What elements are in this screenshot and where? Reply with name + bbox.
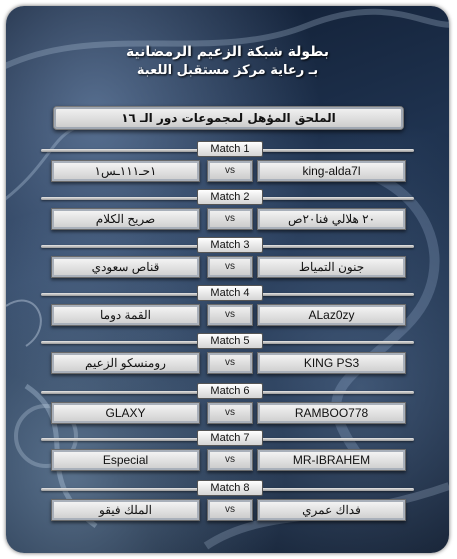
player-left: ١حـ١١١ـس١ [51,160,200,182]
tournament-card [6,6,449,553]
player-right: king-alda7l [257,160,406,182]
match-row [41,480,414,524]
vs-label: vs [207,304,253,326]
match-label: Match 6 [197,383,263,399]
match-row [41,430,414,474]
player-left: GLAXY [51,402,200,424]
match-label: Match 3 [197,237,263,253]
match-label: Match 1 [197,141,263,157]
player-right: MR-IBRAHEM [257,449,406,471]
vs-label: vs [207,402,253,424]
match-label: Match 5 [197,333,263,349]
match-row [41,383,414,427]
player-right: ALaz0zy [257,304,406,326]
player-left: القمة دوما [51,304,200,326]
tournament-title: بطولة شبكة الزعيم الرمضانية [125,44,330,60]
vs-label: vs [207,160,253,182]
match-row [41,189,414,233]
tournament-header [6,42,449,80]
player-left: قناص سعودي [51,256,200,278]
match-row [41,285,414,329]
match-label: Match 4 [197,285,263,301]
player-right: ٢٠ هلالي فنا٢٠ص [257,208,406,230]
match-row [41,237,414,281]
player-right: KING PS3 [257,352,406,374]
match-row [41,333,414,377]
player-right: فداك عمري [257,499,406,521]
match-row [41,141,414,185]
match-label: Match 2 [197,189,263,205]
match-label: Match 7 [197,430,263,446]
vs-label: vs [207,352,253,374]
player-left: صريح الكلام [51,208,200,230]
stage-banner: الملحق المؤهل لمجموعات دور الـ ١٦ [53,106,404,130]
match-label: Match 8 [197,480,263,496]
sponsor-line: بـ رعاية مركز مستقبل اللعبة [136,63,319,78]
player-right: RAMBOO778 [257,402,406,424]
player-left: Especial [51,449,200,471]
player-left: الملك فيقو [51,499,200,521]
player-right: جنون التمياط [257,256,406,278]
player-left: رومنسكو الزعيم [51,352,200,374]
vs-label: vs [207,499,253,521]
vs-label: vs [207,208,253,230]
vs-label: vs [207,449,253,471]
vs-label: vs [207,256,253,278]
